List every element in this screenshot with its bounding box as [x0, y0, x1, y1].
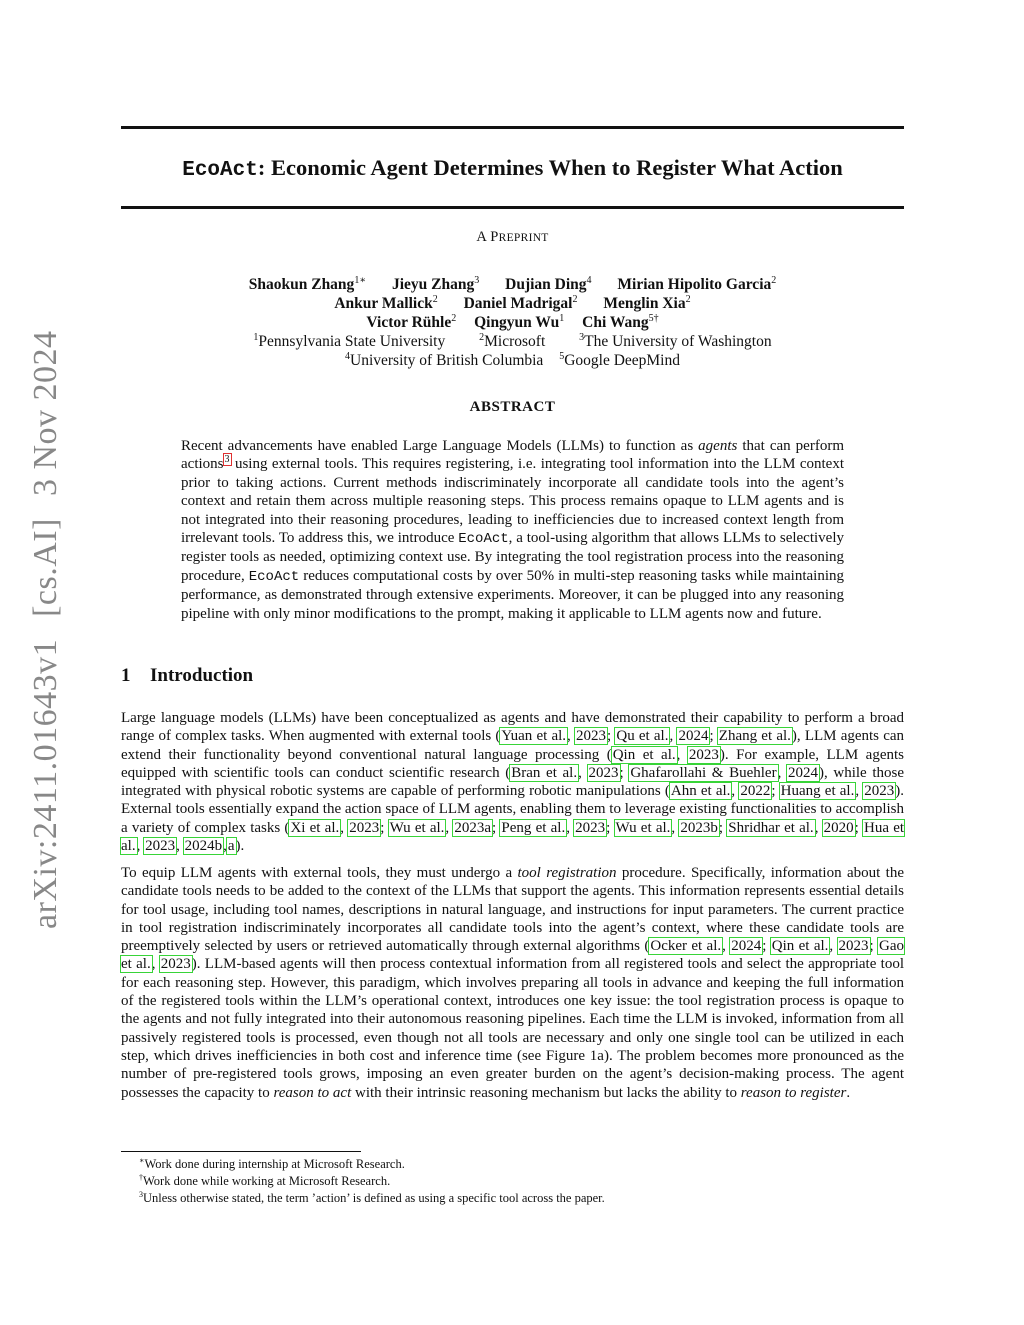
- citation-link[interactable]: Shridhar et al.: [728, 819, 814, 836]
- footnote-3: $^3$Unless otherwise stated, the term ’action’ is defined as using a specific tool across the paper.: [139, 1189, 605, 1205]
- citation-link[interactable]: 2023: [864, 783, 895, 800]
- citation-link[interactable]: Xi et al.: [290, 819, 340, 836]
- footnotes: [139, 1156, 605, 1207]
- citation-link[interactable]: 2023: [349, 819, 380, 836]
- intro-paragraph-2: To equip LLM agents with external tools, they must undergo a tool registration procedure. Specifically, information about the candidate tools needs to be added to the context of the LLMs that support the agents. This information represents essential details for tool usage, including tool names, descriptions in natural language, and instructions for input parameters. The current practice in tool registration indiscriminately incorporates all candidate tools into the agent’s context, where these candidate tools are preemptively selected by users or retrieved automatically through external algorithms (Ocker et al., 2024; Qin et al., 2023; Gao et al., 2023). LLM-based agents will then process contextual information from all registered tools and select the appropriate tool for each reasoning step. However, this paradigm, which involves preparing all tools in advance and keeping the full information of the registered tools within the LLM’s operational context, introduces one key issue: the tool registration process is opaque to the agents and not fully integrated into their autonomous reasoning pipelines. Each time the LLM is invoked, information from all passively registered tools is processed, even though not all tools are necessary and only one single tool can be utilized in each step, which drives inefficiencies in both cost and inference time (see Figure 1a). The problem becomes more pronounced as the number of pre-registered tools grows, imposing an even greater burden on the agent’s decision-making process. The agent possesses the capacity to reason to act with their intrinsic reasoning mechanism but lacks the ability to reason to register.: [121, 865, 905, 1101]
- abstract-body: Recent advancements have enabled Large Language Models (LLMs) to function as agents that can perform actions$^3$ using external tools. This requires registering, i.e. integrating tool information into the LLM context prior to taking actions. Current methods indiscriminately incorporate all candidate tools into the agent’s context and retain them across multiple reasoning steps. This process remains opaque to LLM agents and is not integrated into their reasoning procedures, leading to inefficiencies due to increased context length from irrelevant tools. To address this, we introduce EcoAct, a tool-using algorithm that allows LLMs to selectively register tools as needed, optimizing context use. By integrating the tool registration process into the reasoning procedure, EcoAct reduces computational costs by over 50% in multi-step reasoning tasks while maintaining performance, as demonstrated through extensive experiments. Moreover, it can be plugged into any reasoning pipeline with only minor modifications to the prompt, making it applicable to LLM agents now and future.: [181, 438, 844, 622]
- citation-link[interactable]: Wu et al.: [615, 819, 671, 836]
- citation-link[interactable]: 2024: [678, 728, 709, 745]
- paper-title: [121, 152, 904, 187]
- citation-link[interactable]: Hua et al.: [121, 819, 905, 855]
- citation-link[interactable]: 2023b: [680, 819, 718, 836]
- citation-link[interactable]: Ahn et al.: [670, 783, 731, 800]
- author-row: Victor Rühle$^2$ Qingyun Wu$^1$ Chi Wang$^{5\dagger}$: [366, 312, 659, 331]
- footnote-2: †Work done while working at Microsoft Research.: [139, 1172, 391, 1188]
- citation-link[interactable]: Qin et al.: [771, 938, 829, 955]
- affiliation-row: $^1$Pennsylvania State University $^2$Microsoft $^3$The University of Washington: [253, 331, 772, 350]
- citation-link[interactable]: Gao et al.: [121, 938, 905, 973]
- citation-link[interactable]: 2023: [838, 938, 869, 955]
- citation-link[interactable]: Peng et al.: [501, 819, 566, 836]
- citation-link[interactable]: Yuan et al.: [501, 728, 567, 745]
- citation-link[interactable]: 2023: [588, 764, 619, 781]
- citation-link[interactable]: 2023: [688, 746, 719, 763]
- citation-link[interactable]: Ghafarollahi & Buehler: [630, 764, 777, 781]
- citation-link[interactable]: a: [227, 838, 235, 855]
- citation-link[interactable]: Zhang et al.: [718, 728, 791, 745]
- title-top-rule: [121, 126, 904, 129]
- citation-link[interactable]: 2024: [787, 764, 818, 781]
- citation-link[interactable]: 2023: [160, 956, 191, 973]
- citation-link[interactable]: Huang et al.: [780, 783, 855, 800]
- citation-link[interactable]: Qin et al.: [612, 746, 676, 763]
- citation-link[interactable]: Qu et al.: [616, 728, 669, 745]
- title-bottom-rule: [121, 206, 904, 209]
- preprint-label: A PREPRINT: [476, 229, 549, 245]
- arxiv-side-stamp: arXiv:2411.01643v1[cs.AI]3 Nov 2024: [27, 330, 64, 929]
- citation-link[interactable]: 2023: [575, 819, 606, 836]
- title-code: EcoAct: [182, 159, 258, 182]
- footnote-link[interactable]: 3: [224, 454, 230, 466]
- citation-link[interactable]: 2020: [823, 819, 854, 836]
- author-block: [121, 275, 904, 370]
- citation-link[interactable]: Wu et al.: [389, 819, 445, 836]
- affiliation-row: $^4$University of British Columbia $^5$Google DeepMind: [345, 350, 680, 369]
- author-row: Ankur Mallick$^2$ Daniel Madrigal$^2$ Menglin Xia$^2$: [334, 293, 691, 312]
- intro-paragraph-1: Large language models (LLMs) have been conceptualized as agents and have demonstrated their capability to perform a broad range of complex tasks. When augmented with external tools (Yuan et al., 2023; Qu et al., 2024; Zhang et al.), LLM agents can extend their functionality beyond conventional natural language processing (Qin et al., 2023). For example, LLM agents equipped with scientific tools can conduct scientific research (Bran et al., 2023; Ghafarollahi & Buehler, 2024), while those integrated with physical robotic systems are capable of performing robotic manipulations (Ahn et al., 2022; Huang et al., 2023). External tools essentially expand the action space of LLM agents, enabling them to leverage existing functionalities to accomplish a variety of complex tasks (Xi et al., 2023; Wu et al., 2023a; Peng et al., 2023; Wu et al., 2023b; Shridhar et al., 2020; Hua et al., 2023, 2024b,a).: [121, 710, 905, 855]
- citation-link[interactable]: 2022: [740, 783, 771, 800]
- footnote-divider: [121, 1151, 361, 1152]
- citation-link[interactable]: 2024: [731, 938, 762, 955]
- citation-link[interactable]: 2024b: [184, 838, 223, 855]
- citation-link[interactable]: 2023a: [454, 819, 492, 836]
- title-text: : Economic Agent Determines When to Register What Action: [257, 155, 843, 180]
- citation-link[interactable]: Ocker et al.: [650, 938, 722, 955]
- author-row: Shaokun Zhang$^{1∗}$ Jieyu Zhang$^3$ Dujian Ding$^4$ Mirian Hipolito Garcia$^2$: [248, 274, 777, 293]
- footnote-1: ∗Work done during internship at Microsoft Research.: [139, 1155, 405, 1171]
- section-heading-introduction: 1 Introduction: [121, 665, 254, 686]
- abstract-heading: ABSTRACT: [469, 399, 556, 415]
- citation-link[interactable]: 2023: [145, 838, 176, 855]
- citation-link[interactable]: 2023: [576, 728, 606, 745]
- citation-link[interactable]: Bran et al.: [511, 764, 578, 781]
